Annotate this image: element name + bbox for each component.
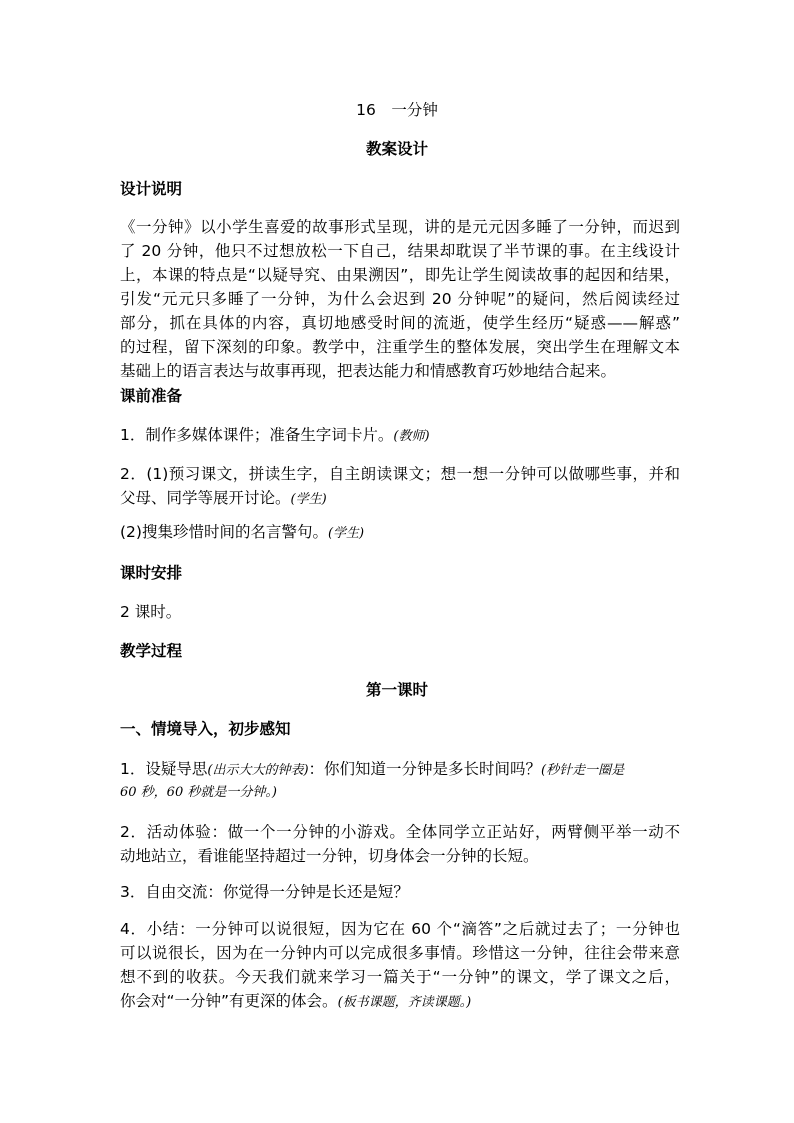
prep-item-3 [120, 519, 680, 547]
prep-item-1-text: 1．制作多媒体课件；准备生字词卡片。 [120, 426, 394, 444]
step-2-line1: 2．活动体验：做一个一分钟的小游戏。全体同学立正站好，两臂侧平举一动不 [120, 823, 680, 841]
prep-item-2-text: 父母、同学等展开讨论。 [120, 489, 291, 507]
prep-item-3-text: (2)搜集珍惜时间的名言警句。 [120, 523, 328, 541]
design-line: 了 20 分钟，他只不过想放松一下自己，结果却耽误了半节课的事。在主线设计 [120, 242, 680, 260]
schedule-heading: 课时安排 [120, 564, 183, 582]
step-4-text: 你会对“一分钟”有更深的体会。 [120, 992, 338, 1010]
step-4-line2: 可以说很长，因为在一分钟内可以完成很多事情。珍惜这一分钟，往往会带来意 [120, 944, 680, 962]
prep-item-1-note: (教师) [393, 429, 430, 444]
design-line: 基础上的语言表达与故事再现，把表达能力和情感教育巧妙地结合起来。 [120, 362, 617, 380]
design-line: 引发“元元只多睡了一分钟，为什么会迟到 20 分钟呢”的疑问，然后阅读经过 [120, 290, 680, 308]
prep-item-3-note: (学生) [327, 526, 365, 541]
prep-item-2-note: (学生) [290, 492, 327, 507]
design-line: 上，本课的特点是“以疑导究、由果溯因”，即先让学生阅读故事的起因和结果， [120, 266, 680, 284]
step-4-line4 [120, 988, 680, 1016]
step-1-note-b: (秒针走一圈是 [541, 763, 625, 778]
step-4-note: (板书课题，齐读课题。) [337, 995, 472, 1010]
lesson-one-heading: 第一课时 [365, 681, 428, 699]
part-one-heading: 一、情境导入，初步感知 [120, 720, 291, 738]
design-line: 《一分钟》以小学生喜爱的故事形式呈现，讲的是元元因多睡了一分钟，而迟到 [120, 218, 680, 236]
prep-item-2-line1: 2．(1)预习课文，拼读生字，自主朗读课文；想一想一分钟可以做哪些事，并和 [120, 465, 680, 483]
process-heading: 教学过程 [120, 642, 183, 660]
prep-item-1 [120, 422, 680, 450]
prep-item-2-line2 [120, 485, 680, 513]
step-1-text-a: 1．设疑导思 [120, 760, 208, 778]
step-4-line3: 想不到的收获。今天我们就来学习一篇关于“一分钟”的课文，学了课文之后， [120, 968, 680, 986]
step-2-line2: 动地站立，看谁能坚持超过一分钟，切身体会一分钟的长短。 [120, 847, 539, 865]
plan-subtitle: 教案设计 [365, 140, 428, 158]
step-1-text-b: ：你们知道一分钟是多长时间吗？ [308, 760, 542, 778]
prep-heading: 课前准备 [120, 387, 183, 405]
design-line: 的过程，留下深刻的印象。教学中，注重学生的整体发展，突出学生在理解文本 [120, 338, 680, 356]
design-heading: 设计说明 [120, 180, 183, 198]
step-4-line1: 4．小结：一分钟可以说很短，因为它在 60 个“滴答”之后就过去了；一分钟也 [120, 920, 680, 938]
step-1-line2: 60 秒，60 秒就是一分钟。) [120, 785, 277, 800]
lesson-title: 16 一分钟 [356, 101, 438, 119]
step-1-note-a: (出示大大的钟表) [207, 763, 309, 778]
schedule-text: 2 课时。 [120, 603, 182, 621]
design-line: 部分，抓在具体的内容，真切地感受时间的流逝，使学生经历“疑惑——解惑” [120, 314, 680, 332]
step-3: 3．自由交流：你觉得一分钟是长还是短？ [120, 883, 409, 901]
